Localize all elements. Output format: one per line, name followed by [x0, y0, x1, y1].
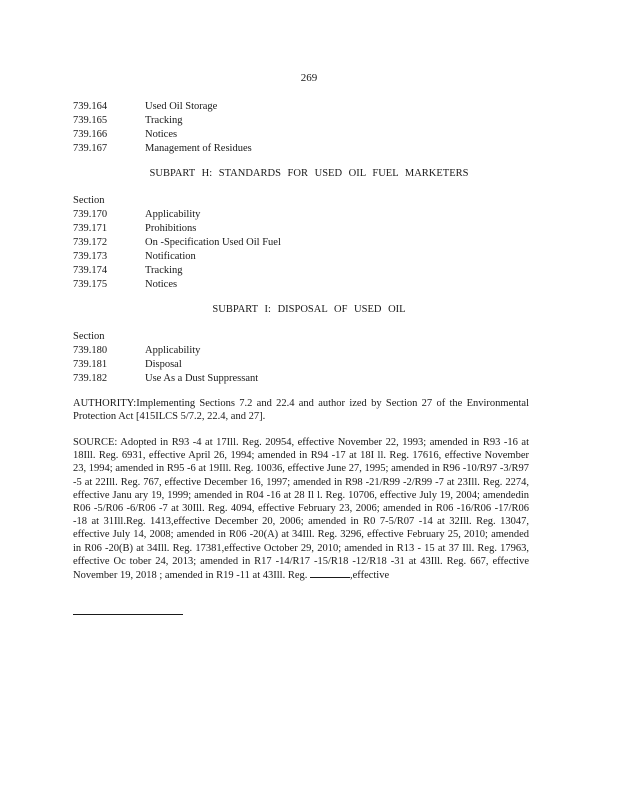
section-list-subpart-i: [73, 330, 258, 386]
section-title: Tracking: [145, 115, 183, 126]
section-number: 739.175: [73, 279, 108, 290]
section-number: 739.170: [73, 209, 108, 220]
section-title: Used Oil Storage: [145, 101, 218, 112]
list-item: [73, 236, 281, 250]
footer-rule: [73, 614, 183, 615]
blank-line: [310, 568, 350, 578]
section-heading: Section: [73, 331, 105, 342]
section-number: 739.166: [73, 129, 108, 140]
section-heading: Section: [73, 195, 105, 206]
list-item: [73, 100, 252, 114]
page-number: 269: [300, 72, 318, 84]
list-item: [73, 372, 258, 386]
list-item: [73, 142, 252, 156]
section-title: Notices: [145, 129, 178, 140]
source-note: [73, 436, 529, 582]
list-item: [73, 222, 281, 236]
list-item: [73, 128, 252, 142]
section-number: 739.171: [73, 223, 108, 234]
section-title: Notices: [145, 279, 178, 290]
section-title: Applicability: [145, 209, 201, 220]
section-list-subpart-h: [73, 194, 281, 292]
authority-note: AUTHORITY:Implementing Sections 7.2 and 22.4 and author ized by Section 27 of the Environmental Protection Act [415ILCS 5/7.2, 22.4, and 27].: [73, 398, 529, 423]
section-number: 739.173: [73, 251, 108, 262]
subpart-h-heading: SUBPART H: STANDARDS FOR USED OIL FUEL MARKETERS: [149, 168, 469, 179]
source-text: SOURCE: Adopted in R93 -4 at 17Ill. Reg. 20954, effective November 22, 1993; amended in R93 -16 at 18Ill. Reg. 6931, effective April 26, 1994; amended in R94 -17 at 18I ll. Reg. 17616, effective November 23, 1994; amended in R95 -6 at 19Ill. Reg. 10036, effective June 27, 1995; amended in R96 -10/R97 -3/R97 -5 at 22Ill. Reg. 767, effective December 16, 1997; amended in R98 -21/R99 -2/R99 -7 at 23Ill. Reg. 2274, effective Janu ary 19, 1999; amended in R04 -16 at 28 Il l. Reg. 10706, effective July 19, 2004; amendedin R06 -5/R06 -6/R06 -7 at 30Ill. Reg. 4094, effective February 23, 2006; amended in R06 -16/R06 -17/R06 -18 at 31Ill.Reg. 1413,effective December 20, 2006; amended in R0 7-5/R07 -14 at 32Ill. Reg. 13047, effective July 14, 2008; amended in R06 -20(A) at 34Ill. Reg. 3296, effective February 25, 2010; amended in R06 -20(B) at 34Ill. Reg. 17381,effective October 29, 2010; amended in R13 - 15 at 37 Ill. Reg. 17963, effective Oc tober 24, 2013; amended in R17 -14/R17 -15/R18 -12/R18 -31 at 43Ill. Reg. 667, effective November 19, 2018 ; amended in R19 -11 at 43Ill. Reg.: [73, 437, 529, 582]
section-title: Applicability: [145, 345, 201, 356]
section-title: Disposal: [145, 359, 182, 370]
subpart-i-heading: SUBPART I: DISPOSAL OF USED OIL: [212, 304, 406, 315]
section-number: 739.164: [73, 101, 108, 112]
source-tail: ,effective: [349, 570, 390, 582]
section-number: 739.167: [73, 143, 108, 154]
list-item: [73, 208, 281, 222]
section-number: 739.181: [73, 359, 108, 370]
section-number: 739.182: [73, 373, 108, 384]
section-title: Use As a Dust Suppressant: [145, 373, 259, 384]
section-title: Management of Residues: [145, 143, 252, 154]
list-item: [73, 250, 281, 264]
section-list-subpart-g: [73, 100, 252, 156]
section-number: 739.174: [73, 265, 108, 276]
section-title: Tracking: [145, 265, 183, 276]
section-title: Notification: [145, 251, 196, 262]
list-item: [73, 264, 281, 278]
list-item: [73, 358, 258, 372]
list-item: [73, 114, 252, 128]
section-title: On -Specification Used Oil Fuel: [145, 237, 281, 248]
section-title: Prohibitions: [145, 223, 197, 234]
list-item: [73, 344, 258, 358]
list-item: [73, 278, 281, 292]
section-number: 739.165: [73, 115, 108, 126]
section-number: 739.180: [73, 345, 108, 356]
section-number: 739.172: [73, 237, 108, 248]
